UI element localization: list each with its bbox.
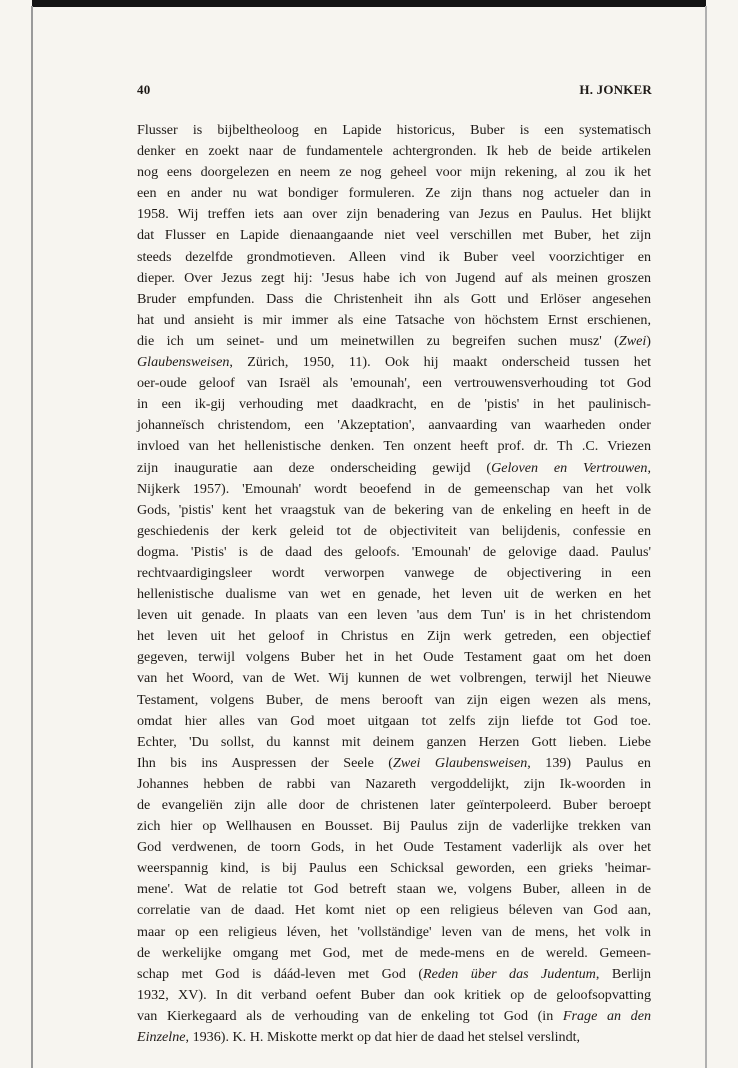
text-line: Glaubensweisen, Zürich, 1950, 11). Ook hij maakt onderscheid tussen het	[137, 354, 651, 371]
scan-top-border	[32, 0, 706, 7]
text-line: God verdwenen, de toorn Gods, in het Oude Testament vaderlijk als over het	[137, 839, 651, 856]
italic-title: Zwei	[618, 332, 647, 349]
text-line: geschiedenis der kerk geleid tot de objectiviteit van belijdenis, confessie en	[137, 522, 651, 539]
text-line: 1932, XV). In dit verband oefent Buber dan ook kritiek op de geloofsopvatting	[137, 986, 651, 1003]
italic-title: Zwei Glaubensweisen	[393, 754, 528, 771]
text-line: dieper. Over Jezus zegt hij: 'Jesus habe ich von Jugend auf als meinen groszen	[137, 269, 651, 286]
text-line: zijn inauguratie aan deze onderscheiding gewijd (Geloven en Vertrouwen,	[137, 459, 651, 476]
text-line: een en ander nu wat bondiger formuleren. Ze zijn thans nog actueler dan in	[137, 185, 651, 202]
text-line: die ich um seinet- und um meinetwillen zu begreifen suchen musz' (Zwei)	[137, 332, 651, 349]
text-line: rechtvaardigingsleer wordt verworpen vanwege de objectivering in een	[137, 564, 651, 581]
page-number: 40	[137, 82, 151, 97]
text-line: Nijkerk 1957). 'Emounah' wordt beoefend in de gemeenschap van het volk	[137, 480, 651, 497]
italic-title: Glaubensweisen	[137, 354, 230, 371]
text-line: van het Woord, van de Wet. Wij kunnen de wet volbrengen, terwijl het Nieuwe	[137, 670, 651, 687]
text-line: Echter, 'Du sollst, du kannst mit deinem ganzen Herzen Gott lieben. Liebe	[137, 733, 651, 750]
text-line: johanneïsch christendom, een 'Akzeptation', aanvaarding van waarheden onder	[137, 417, 651, 434]
italic-title: Reden über das Judentum	[423, 965, 596, 982]
italic-title: Geloven en Vertrouwen	[491, 459, 648, 476]
text-line: van Kierkegaard als de verhouding van de enkeling tot God (in Frage an den	[137, 1007, 652, 1024]
text-line: dat Flusser en Lapide dienaangaande niet veel verschillen met Buber, het zijn	[137, 227, 651, 244]
text-line: de werkelijke omgang met God, met de mede-mens en de wereld. Gemeen-	[137, 944, 651, 961]
scan-left-edge	[31, 6, 33, 1068]
text-line: zich hier op Wellhausen en Bousset. Bij Paulus zijn de vaderlijke trekken van	[137, 818, 651, 835]
text-line: dogma. 'Pistis' is de daad des geloofs. 'Emounah' de gelovige daad. Paulus'	[137, 543, 651, 560]
text-line: Flusser is bijbeltheoloog en Lapide historicus, Buber is een systematisch	[137, 122, 651, 138]
text-line: in een ik-gij verhouding met daadkracht, en de 'pistis' in het paulinisch-	[137, 396, 651, 413]
text-line: hat und ansieht is mir immer als eine Tatsache von höchstem Ernst erschienen,	[137, 311, 651, 328]
text-line: nog eens doorgelezen en neem ze nog geheel voor mijn rekening, al zou ik het	[137, 164, 651, 181]
text-line: mene'. Wat de relatie tot God betreft staan we, volgens Buber, alleen in de	[137, 881, 651, 898]
text-line: oer-oude geloof van Israël als 'emounah', een vertrouwensverhouding tot God	[137, 375, 651, 392]
text-line: Ihn bis ins Auspressen der Seele (Zwei Glaubensweisen, 139) Paulus en	[137, 754, 651, 771]
page-header	[137, 82, 652, 100]
text-line: Gods, 'pistis' kent het vraagstuk van de bekering van de enkeling en heeft in de	[137, 501, 651, 518]
text-line: 1958. Wij treffen iets aan over zijn benadering van Jezus en Paulus. Het blijkt	[137, 206, 651, 223]
italic-title: Frage an den	[562, 1007, 652, 1024]
text-line: gegeven, terwijl volgens Buber het in het Oude Testament gaat om het doen	[137, 649, 651, 666]
text-line: maar op een religieus léven, het 'vollständige' leven van de mens, het volk in	[137, 923, 651, 940]
text-line: Testament, volgens Buber, de mens berooft van zijn eigen wezen als mens,	[137, 691, 651, 708]
text-line: denker en zoekt naar de fundamentele achtergronden. Ik heb de beide artikelen	[137, 143, 651, 160]
text-line: Johannes hebben de rabbi van Nazareth vergoddelijkt, zijn Ik-woorden in	[137, 775, 651, 792]
body-paragraph	[137, 120, 651, 1048]
text-line: leven uit genade. In plaats van een leven 'aus dem Tun' is in het christendom	[137, 607, 651, 624]
text-line: Bruder empfunden. Dass die Christenheit ihn als Gott und Erlöser angesehen	[137, 290, 651, 307]
text-line: Einzelne, 1936). K. H. Miskotte merkt op dat hier de daad het stelsel verslindt,	[137, 1029, 581, 1046]
scan-right-edge	[705, 6, 707, 1068]
text-line: het leven uit het geloof in Christus en Zijn werk getreden, een objectief	[137, 628, 651, 645]
text-line: omdat hier alles van God moet uitgaan tot zelfs zijn liefde tot God toe.	[137, 712, 651, 729]
italic-title: Einzelne	[137, 1029, 186, 1046]
text-line: hellenistische dualisme van wet en genade, het leven uit de werken en het	[137, 586, 651, 603]
text-line: de evangeliën zijn alle door de christenen later geïnterpoleerd. Buber beroept	[137, 797, 651, 813]
text-line: invloed van het hellenistische denken. Ten onzent heeft prof. dr. Th .C. Vriezen	[137, 438, 651, 455]
running-head: H. JONKER	[579, 82, 652, 97]
text-line: weerspannig kind, is bij Paulus een Schicksal geworden, een grieks 'heimar-	[137, 860, 651, 877]
text-line: schap met God is dáád-leven met God (Reden über das Judentum, Berlijn	[137, 965, 651, 982]
text-line: steeds dezelfde grondmotieven. Alleen vind ik Buber veel voorzichtiger en	[137, 248, 651, 265]
text-line: correlatie van de daad. Het komt niet op een religieus béleven van God aan,	[137, 902, 651, 919]
